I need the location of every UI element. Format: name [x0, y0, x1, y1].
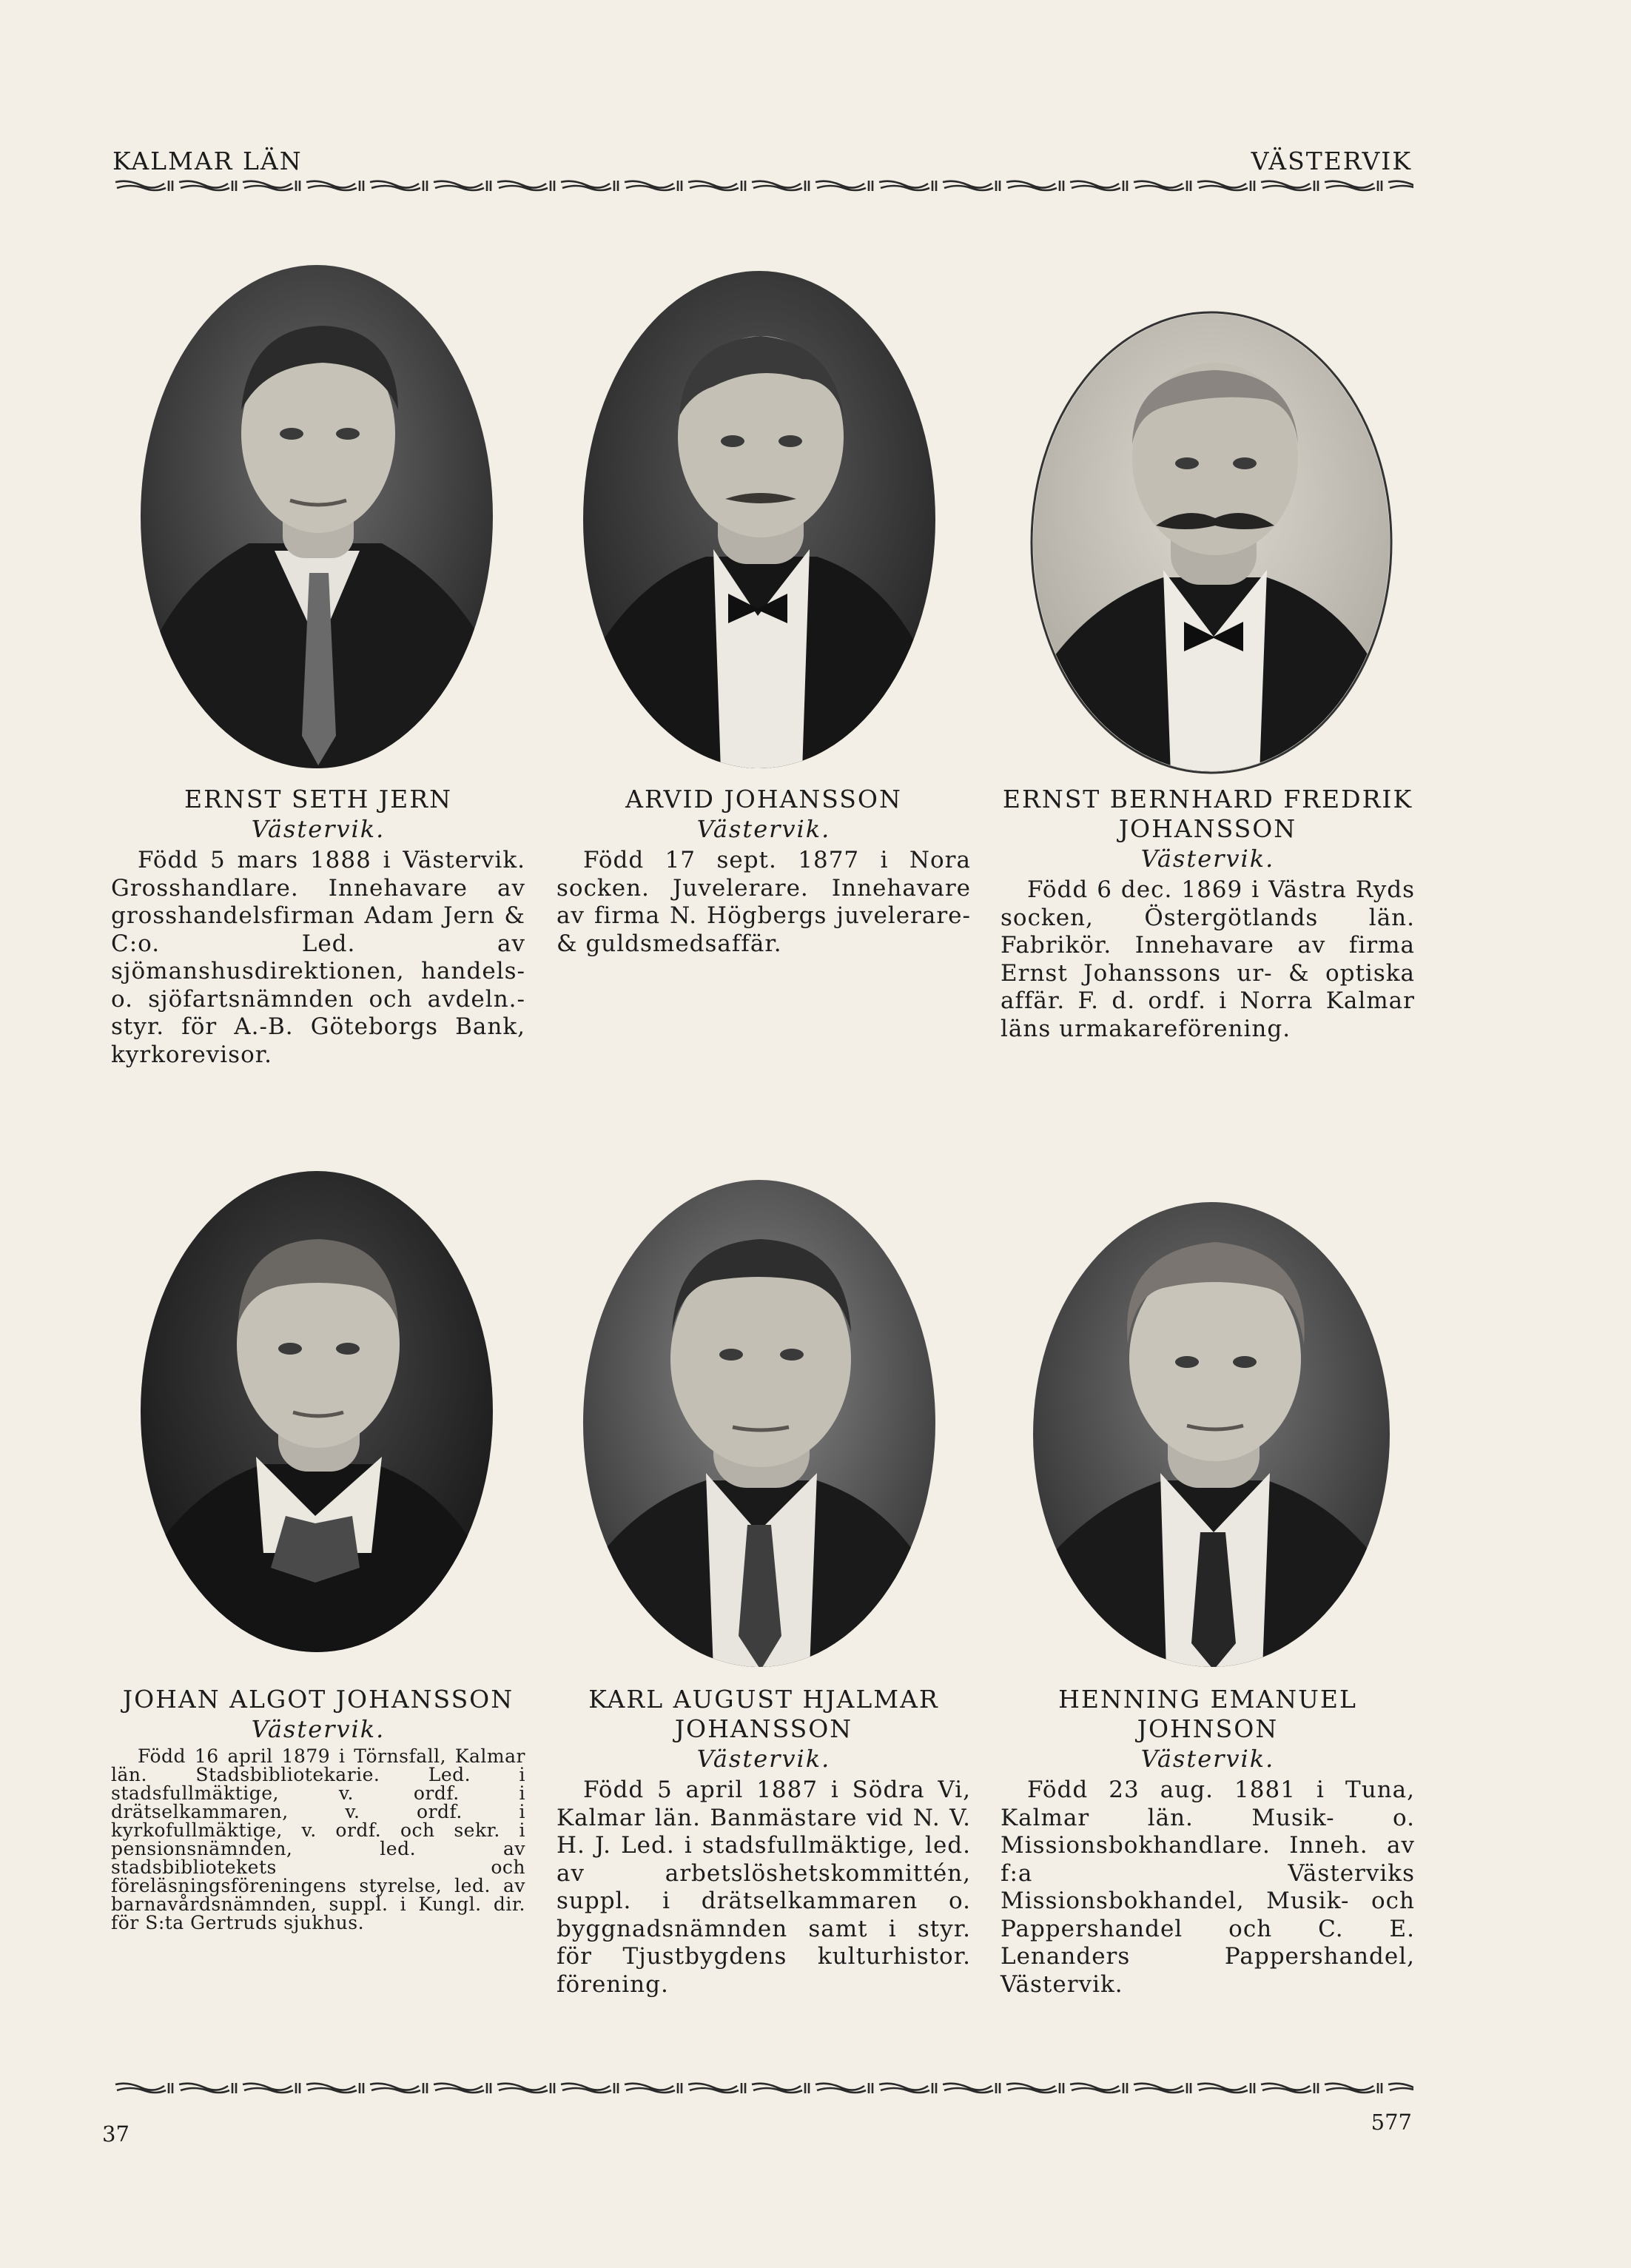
ornament-motif — [243, 2083, 300, 2093]
portrait-ernst-bernhard-fredrik-johansson — [1030, 311, 1393, 774]
ornament-motif — [1134, 181, 1191, 191]
ornament-motif — [561, 181, 618, 191]
ornament-motif — [370, 181, 427, 191]
ornament-motif — [370, 2083, 427, 2093]
person-town: Västervik. — [696, 1745, 831, 1773]
person-name: ERNST SETH JERN — [184, 785, 452, 813]
ornament-motif — [816, 2083, 872, 2093]
entry-henning-emanuel-johnson — [1001, 1685, 1415, 1999]
person-name: ARVID JOHANSSON — [625, 785, 902, 813]
person-town: Västervik. — [1140, 1745, 1275, 1773]
entry-ernst-seth-jern — [111, 785, 525, 1069]
ornament-motif — [1388, 2083, 1413, 2093]
person-town: Västervik. — [1140, 845, 1275, 873]
ornament-motif — [625, 181, 682, 191]
portrait-ernst-seth-jern — [138, 262, 496, 771]
ornament-motif — [625, 2083, 682, 2093]
person-name: HENNING EMANUEL JOHNSON — [1058, 1685, 1357, 1743]
person-name: KARL AUGUST HJALMAR JOHANSSON — [588, 1685, 939, 1743]
entry-arvid-johansson — [556, 785, 971, 958]
ornament-motif — [1134, 2083, 1191, 2093]
ornament-motif — [115, 181, 172, 191]
ornament-motif — [1006, 181, 1063, 191]
portrait-henning-emanuel-johnson — [1030, 1199, 1393, 1670]
portrait-karl-august-hjalmar-johansson — [580, 1177, 938, 1670]
ornament-motif — [115, 2083, 172, 2093]
person-name: ERNST BERNHARD FREDRIK JOHANSSON — [1002, 785, 1413, 843]
ornament-motif — [879, 181, 936, 191]
ornament-motif — [688, 2083, 745, 2093]
person-town: Västervik. — [251, 815, 386, 843]
ornament-motif — [497, 2083, 554, 2093]
signature-mark: 37 — [102, 2121, 130, 2147]
bottom-ornament-rule — [112, 2080, 1413, 2096]
portrait-arvid-johansson — [580, 268, 938, 771]
person-biography: Född 5 april 1887 i Södra Vi, Kalmar län. Banmästare vid N. V. H. J. Led. i stadsfullmäktige, led. av arbetslöshetskommittén, suppl. i drätselkammaren o. byggnadsnämnden samt i styr. för Tjustbygdens kulturhistor. förening. — [556, 1777, 971, 1998]
ornament-motif — [434, 181, 491, 191]
ornament-motif — [243, 181, 300, 191]
ornament-motif — [561, 2083, 618, 2093]
top-ornament-rule — [112, 178, 1413, 194]
portrait-johan-algot-johansson — [138, 1168, 496, 1655]
person-name: JOHAN ALGOT JOHANSSON — [122, 1685, 514, 1714]
ornament-motif — [1197, 181, 1254, 191]
page-number: 577 — [1371, 2110, 1412, 2135]
ornament-motif — [497, 181, 554, 191]
ornament-motif — [1070, 181, 1127, 191]
ornament-motif — [179, 181, 236, 191]
person-biography: Född 5 mars 1888 i Västervik. Grosshandlare. Innehavare av grosshandelsfirman Adam Jern & C:o. Led. av sjömanshusdirektionen, handels- o. sjöfartsnämnden och avdeln.-styr. för A.-B. Göteborgs Bank, kyrkorevisor. — [111, 847, 525, 1068]
ornament-motif — [816, 181, 872, 191]
person-town: Västervik. — [251, 1715, 386, 1743]
entry-ernst-bernhard-fredrik-johansson — [1001, 785, 1415, 1043]
ornament-motif — [1070, 2083, 1127, 2093]
ornament-motif — [943, 181, 1000, 191]
ornament-motif — [1261, 2083, 1318, 2093]
entry-karl-august-hjalmar-johansson — [556, 1685, 971, 1999]
person-biography: Född 6 dec. 1869 i Västra Ryds socken, Östergötlands län. Fabrikör. Innehavare av firma Ernst Johanssons ur- & optiska affär. F. d. ordf. i Norra Kalmar läns urmakareförening. — [1001, 876, 1415, 1042]
ornament-motif — [179, 2083, 236, 2093]
ornament-motif — [1325, 181, 1382, 191]
person-town: Västervik. — [696, 815, 831, 843]
ornament-motif — [434, 2083, 491, 2093]
running-head-town: VÄSTERVIK — [1251, 147, 1412, 175]
ornament-motif — [1006, 2083, 1063, 2093]
entry-johan-algot-johansson — [111, 1685, 525, 1932]
person-biography: Född 23 aug. 1881 i Tuna, Kalmar län. Musik- o. Missionsbokhandlare. Inneh. av f:a Västerviks Missionsbokhandel, Musik- och Pappershandel och C. E. Lenanders Pappershandel, Västervik. — [1001, 1777, 1415, 1998]
ornament-motif — [306, 181, 363, 191]
person-biography: Född 17 sept. 1877 i Nora socken. Juvelerare. Innehavare av firma N. Högbergs juvelerare- & guldsmedsaffär. — [556, 847, 971, 957]
ornament-motif — [752, 2083, 809, 2093]
ornament-motif — [879, 2083, 936, 2093]
ornament-motif — [1325, 2083, 1382, 2093]
ornament-motif — [1388, 181, 1413, 191]
ornament-motif — [752, 181, 809, 191]
ornament-motif — [943, 2083, 1000, 2093]
ornament-motif — [1197, 2083, 1254, 2093]
ornament-motif — [1261, 181, 1318, 191]
running-head-county: KALMAR LÄN — [112, 147, 303, 175]
person-biography: Född 16 april 1879 i Törnsfall, Kalmar län. Stadsbibliotekarie. Led. i stadsfullmäktige, v. ordf. i drätselkammaren, v. ordf. i kyrkofullmäktige, v. ordf. och sekr. i pensionsnämnden, led. av stadsbibliotekets och föreläsningsföreningens styrelse, led. av barnavårdsnämnden, suppl. i Kungl. dir. för S:ta Gertruds sjukhus. — [111, 1745, 525, 1933]
ornament-motif — [688, 181, 745, 191]
ornament-motif — [306, 2083, 363, 2093]
